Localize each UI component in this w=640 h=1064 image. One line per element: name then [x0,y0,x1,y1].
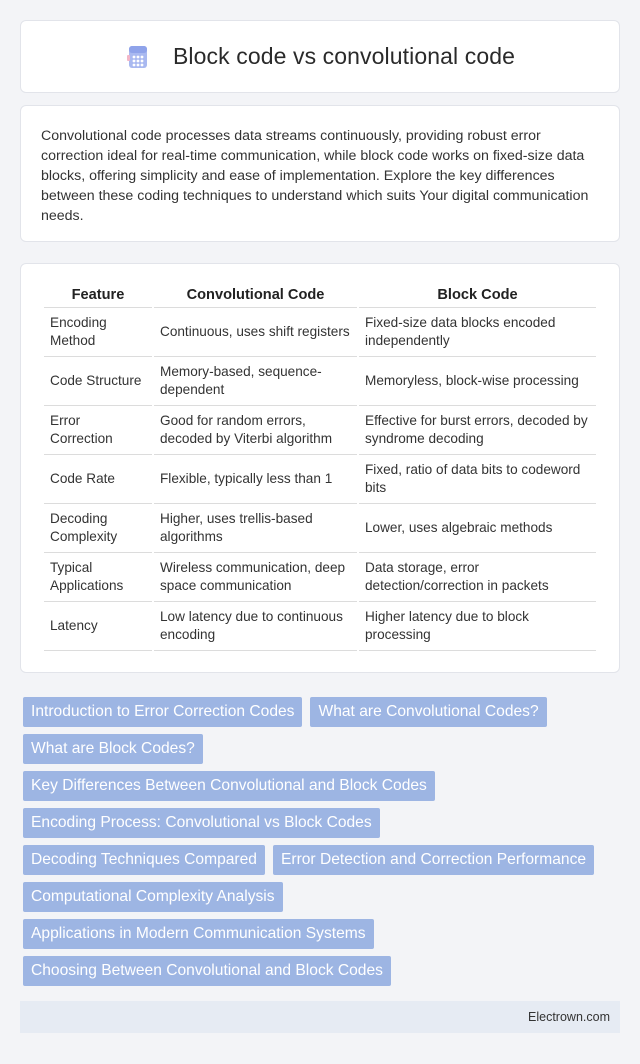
block-cell: Effective for burst errors, decoded by syndrome decoding [359,406,596,455]
block-cell: Data storage, error detection/correction in packets [359,553,596,602]
table-header-row [44,284,596,308]
tag-row [20,734,620,764]
tag-row [20,882,620,912]
topic-tag-link[interactable]: Computational Complexity Analysis [23,882,283,912]
title-card [20,20,620,93]
table-row [44,553,596,602]
feature-cell: Code Structure [44,357,152,406]
block-cell: Fixed-size data blocks encoded independently [359,308,596,357]
tag-row [20,808,620,838]
tag-row [20,919,620,949]
table-row [44,602,596,651]
tag-row [20,771,620,801]
footer-site-name: Electrown.com [528,1010,610,1024]
feature-cell: Error Correction [44,406,152,455]
convolutional-cell: Flexible, typically less than 1 [154,455,357,504]
topic-tag-link[interactable]: What are Block Codes? [23,734,203,764]
table-row [44,455,596,504]
topic-tag-link[interactable]: Encoding Process: Convolutional vs Block Codes [23,808,380,838]
convolutional-cell: Wireless communication, deep space communication [154,553,357,602]
tag-row [20,845,620,875]
feature-cell: Typical Applications [44,553,152,602]
comparison-table-card [20,263,620,673]
topic-tag-link[interactable]: Decoding Techniques Compared [23,845,265,875]
column-header: Block Code [359,284,596,308]
feature-cell: Decoding Complexity [44,504,152,553]
tag-row [20,956,620,986]
convolutional-cell: Low latency due to continuous encoding [154,602,357,651]
topic-tag-link[interactable]: Choosing Between Convolutional and Block Codes [23,956,391,986]
intro-text: Convolutional code processes data streams continuously, providing robust error correction ideal for real-time communication, while block code works on fixed-size data blocks, offering simplicity and ease of implementation. Explore the key differences between these coding techniques to understand which suits Your digital communication needs. [41,128,589,224]
block-cell: Memoryless, block-wise processing [359,357,596,406]
convolutional-cell: Higher, uses trellis-based algorithms [154,504,357,553]
table-row [44,308,596,357]
feature-cell: Code Rate [44,455,152,504]
block-cell: Lower, uses algebraic methods [359,504,596,553]
topic-tag-link[interactable]: What are Convolutional Codes? [310,697,546,727]
table-row [44,357,596,406]
topic-tags [20,697,620,993]
page-title: Block code vs convolutional code [172,43,515,69]
topic-tag-link[interactable]: Error Detection and Correction Performance [273,845,594,875]
feature-cell: Encoding Method [44,308,152,357]
column-header: Convolutional Code [154,284,357,308]
topic-tag-link[interactable]: Introduction to Error Correction Codes [23,697,302,727]
feature-cell: Latency [44,602,152,651]
convolutional-cell: Memory-based, sequence-dependent [154,357,357,406]
column-header: Feature [44,284,152,308]
block-cell: Higher latency due to block processing [359,602,596,651]
table-row [44,504,596,553]
topic-tag-link[interactable]: Key Differences Between Convolutional and Block Codes [23,771,435,801]
tag-row [20,697,620,727]
comparison-table [42,284,598,651]
calculator-icon [125,44,151,70]
intro-card [20,105,620,242]
convolutional-cell: Good for random errors, decoded by Viterbi algorithm [154,406,357,455]
table-row [44,406,596,455]
convolutional-cell: Continuous, uses shift registers [154,308,357,357]
block-cell: Fixed, ratio of data bits to codeword bits [359,455,596,504]
topic-tag-link[interactable]: Applications in Modern Communication Systems [23,919,374,949]
footer [20,1001,620,1033]
